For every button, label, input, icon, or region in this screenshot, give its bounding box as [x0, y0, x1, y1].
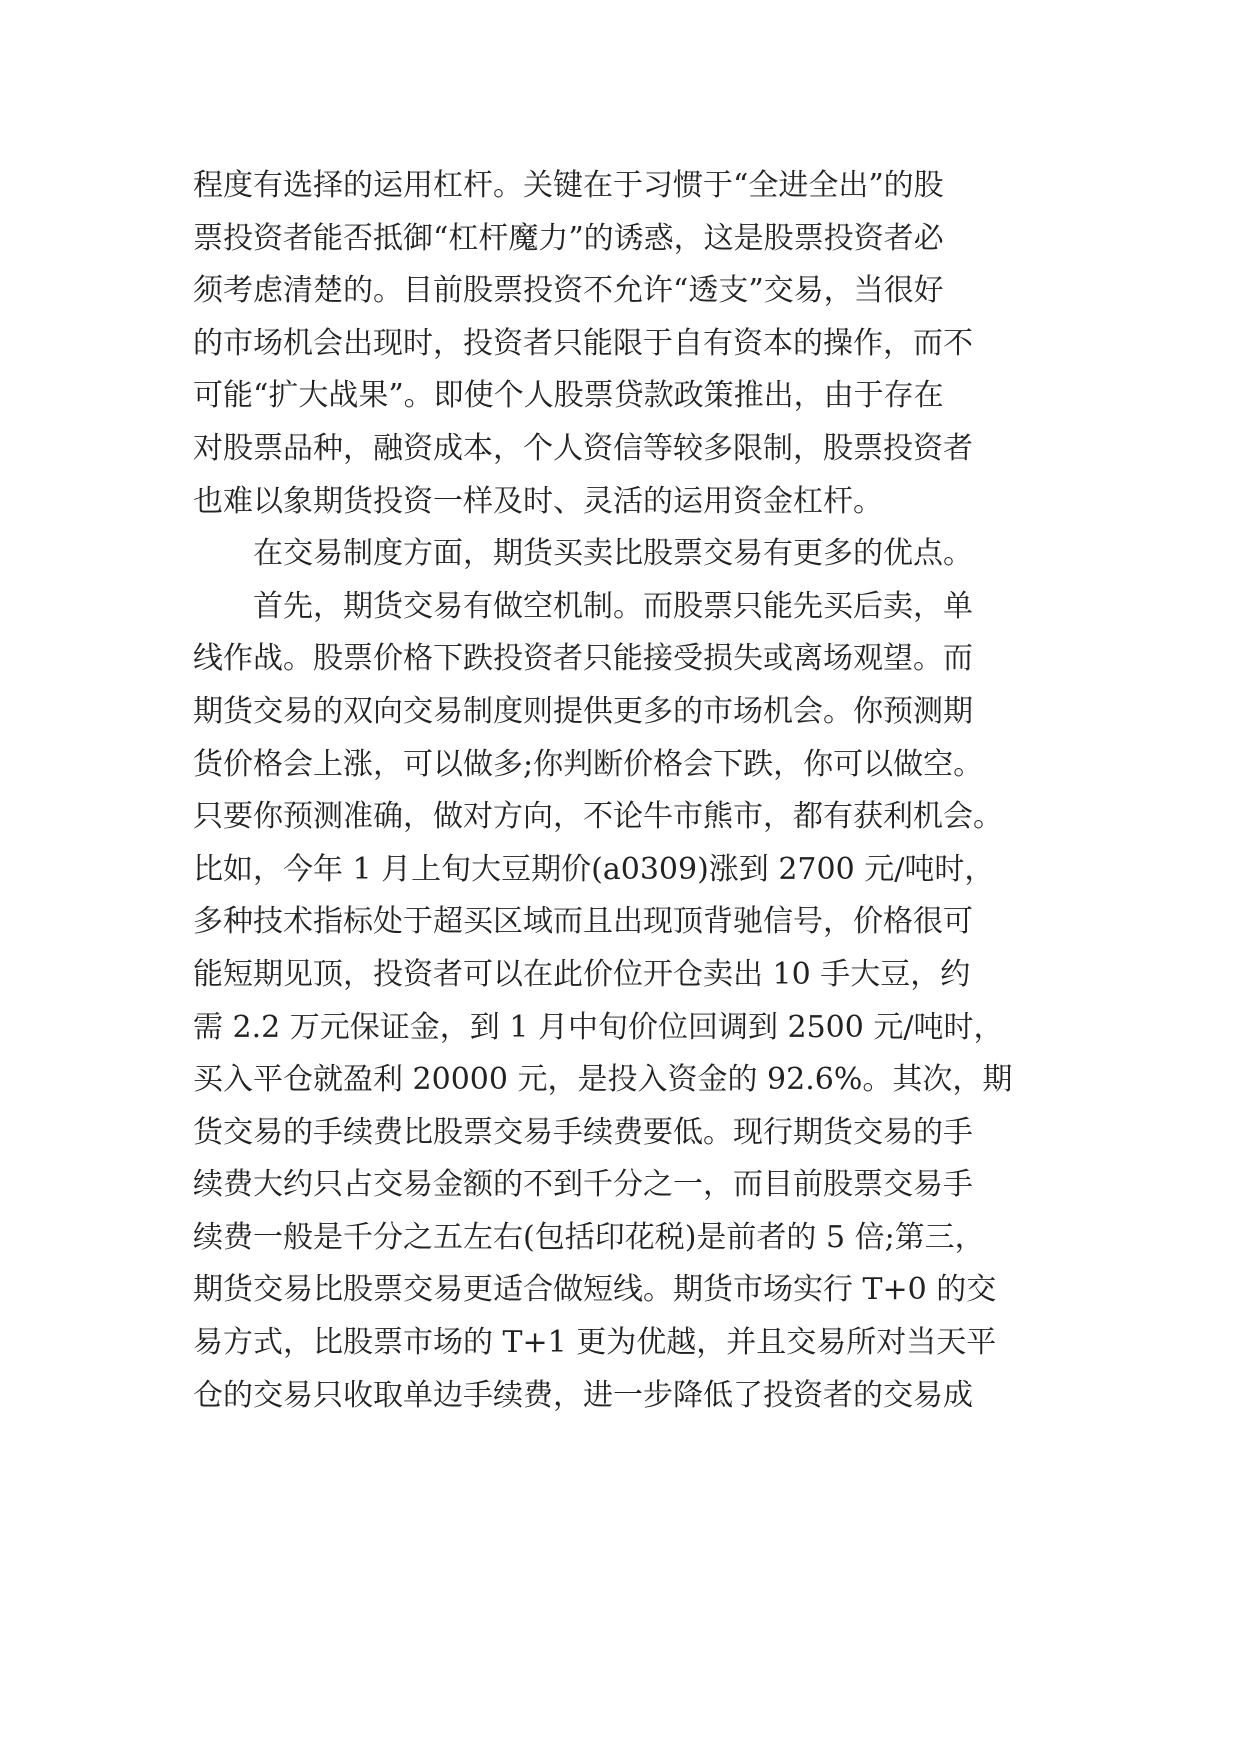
text-line: 续费大约只占交易金额的不到千分之一，而目前股票交易手 — [193, 1167, 973, 1203]
text-line: 期货交易的双向交易制度则提供更多的市场机会。你预测期 — [193, 693, 973, 729]
text-line: 须考虑清楚的。目前股票投资不允许“透支”交易，当很好 — [193, 273, 944, 309]
text-line: 票投资者能否抵御“杠杆魔力”的诱惑，这是股票投资者必 — [193, 220, 944, 256]
text-line: 多种技术指标处于超买区域而且出现顶背驰信号，价格很可 — [193, 904, 973, 940]
text-line: 对股票品种，融资成本，个人资信等较多限制，股票投资者 — [193, 430, 973, 466]
text-line: 也难以象期货投资一样及时、灵活的运用资金杠杆。 — [193, 483, 883, 519]
text-line: 只要你预测准确，做对方向，不论牛市熊市，都有获利机会。 — [193, 799, 1003, 835]
text-line: 货价格会上涨，可以做多;你判断价格会下跌，你可以做空。 — [193, 746, 984, 782]
text-line: 在交易制度方面，期货买卖比股票交易有更多的优点。 — [193, 536, 973, 572]
body-text — [193, 160, 1073, 1422]
text-line: 线作战。股票价格下跌投资者只能接受损失或离场观望。而 — [193, 641, 973, 677]
text-line: 仓的交易只收取单边手续费，进一步降低了投资者的交易成 — [193, 1377, 973, 1413]
text-line: 易方式，比股票市场的 T+1 更为优越，并且交易所对当天平 — [193, 1325, 997, 1361]
text-line: 货交易的手续费比股票交易手续费要低。现行期货交易的手 — [193, 1114, 973, 1150]
text-line: 首先，期货交易有做空机制。而股票只能先买后卖，单 — [193, 588, 973, 624]
text-line: 续费一般是千分之五左右(包括印花税)是前者的 5 倍;第三， — [193, 1219, 985, 1255]
text-line: 可能“扩大战果”。即使个人股票贷款政策推出，由于存在 — [193, 378, 944, 414]
text-line: 程度有选择的运用杠杆。关键在于习惯于“全进全出”的股 — [193, 168, 944, 203]
text-line: 期货交易比股票交易更适合做短线。期货市场实行 T+0 的交 — [193, 1272, 997, 1308]
text-line: 需 2.2 万元保证金，到 1 月中旬价位回调到 2500 元/吨时， — [193, 1009, 1004, 1045]
text-line: 的市场机会出现时，投资者只能限于自有资本的操作，而不 — [193, 325, 973, 361]
text-line: 比如，今年 1 月上旬大豆期价(a0309)涨到 2700 元/吨时， — [193, 851, 995, 887]
text-line: 买入平仓就盈利 20000 元，是投入资金的 92.6%。其次，期 — [193, 1062, 1013, 1098]
text-line: 能短期见顶，投资者可以在此价位开仓卖出 10 手大豆，约 — [193, 956, 971, 992]
